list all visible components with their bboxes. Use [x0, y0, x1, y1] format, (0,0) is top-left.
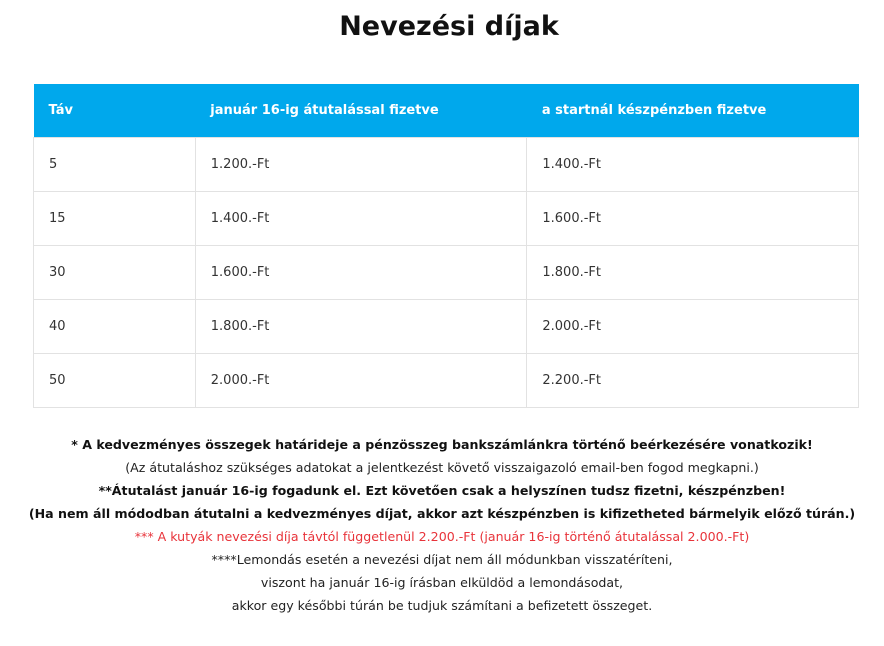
note-dog-fee: *** A kutyák nevezési díja távtól függetlenül 2.200.-Ft (január 16-ig történő átutalással 2.000.-Ft)	[134, 529, 750, 544]
cell-cash-price: 1.600.-Ft	[527, 192, 859, 246]
cell-distance: 50	[34, 354, 196, 408]
cell-transfer-price: 1.600.-Ft	[195, 246, 527, 300]
cell-cash-price: 2.000.-Ft	[527, 300, 859, 354]
table-header-row	[34, 84, 859, 138]
cell-cash-price: 1.400.-Ft	[527, 138, 859, 192]
cell-transfer-price: 2.000.-Ft	[195, 354, 527, 408]
note-transfer-deadline: **Átutalást január 16-ig fogadunk el. Ezt követően csak a helyszínen tudsz fizetni, készpénzben!	[98, 483, 786, 498]
cell-distance: 15	[34, 192, 196, 246]
cell-distance: 30	[34, 246, 196, 300]
header-distance: Táv	[34, 84, 196, 138]
cell-transfer-price: 1.400.-Ft	[195, 192, 527, 246]
fees-table	[33, 84, 859, 408]
cell-cash-price: 1.800.-Ft	[527, 246, 859, 300]
note-transfer-details: (Az átutaláshoz szükséges adatokat a jelentkezést követő visszaigazoló email-ben fogod megkapni.)	[125, 460, 759, 475]
cell-distance: 40	[34, 300, 196, 354]
table-row	[34, 138, 859, 192]
cell-distance: 5	[34, 138, 196, 192]
table-row	[34, 246, 859, 300]
cell-transfer-price: 1.200.-Ft	[195, 138, 527, 192]
note-cancellation-3: akkor egy későbbi túrán be tudjuk számítani a befizetett összeget.	[231, 598, 653, 613]
page-title: Nevezési díjak	[339, 11, 559, 42]
note-cancellation-1: ****Lemondás esetén a nevezési díjat nem áll módunkban visszatéríteni,	[211, 552, 673, 567]
note-cancellation-2: viszont ha január 16-ig írásban elküldöd a lemondásodat,	[260, 575, 624, 590]
header-transfer-price: január 16-ig átutalással fizetve	[195, 84, 527, 138]
cell-transfer-price: 1.800.-Ft	[195, 300, 527, 354]
note-discount-deadline: * A kedvezményes összegek határideje a pénzösszeg bankszámlánkra történő beérkezésére vonatkozik!	[71, 437, 813, 452]
cell-cash-price: 2.200.-Ft	[527, 354, 859, 408]
header-cash-price: a startnál készpénzben fizetve	[527, 84, 859, 138]
note-cash-alternative: (Ha nem áll módodban átutalni a kedvezményes díjat, akkor azt készpénzben is kifizetheted bármelyik előző túrán.)	[28, 506, 856, 521]
table-row	[34, 354, 859, 408]
table-row	[34, 300, 859, 354]
notes-section	[0, 433, 884, 617]
table-row	[34, 192, 859, 246]
